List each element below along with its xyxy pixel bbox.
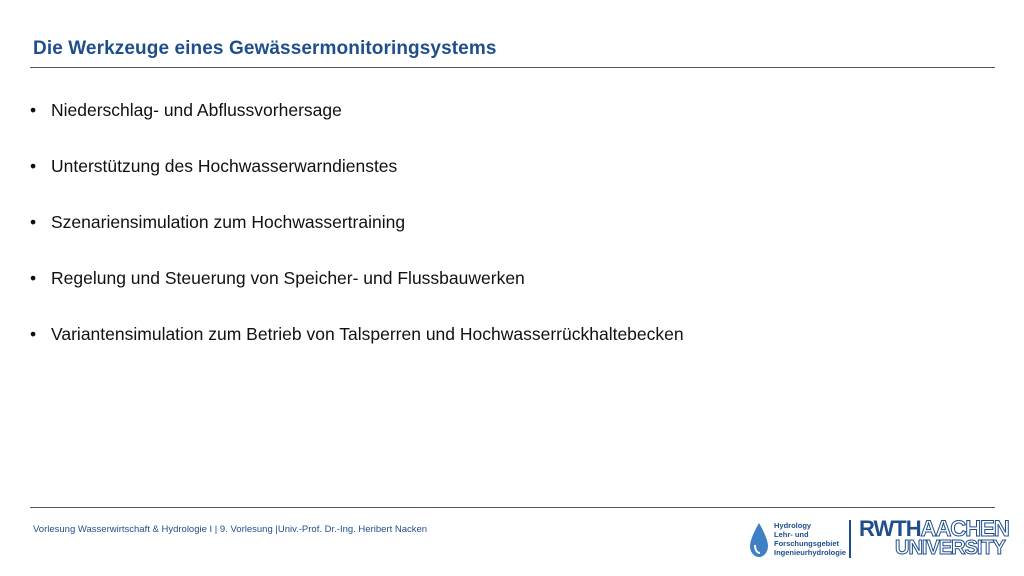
rwth-logo xyxy=(859,516,1009,562)
hydrology-logo-line: Forschungsgebiet xyxy=(774,539,840,548)
hydrology-logo-line: Ingenieurhydrologie xyxy=(774,548,847,557)
university-wordmark: UNIVERSITY xyxy=(895,537,1006,559)
bullet-text: Variantensimulation zum Betrieb von Talsperren und Hochwasserrückhaltebecken xyxy=(51,324,684,344)
bullet-icon: • xyxy=(30,156,37,176)
hydrology-logo-line: Lehr- und xyxy=(774,530,809,539)
bullet-text: Regelung und Steuerung von Speicher- und Flussbauwerken xyxy=(51,268,525,288)
bullet-text: Unterstützung des Hochwasserwarndienstes xyxy=(51,156,398,176)
hydrology-logo-text xyxy=(774,521,846,557)
title-divider xyxy=(30,67,995,68)
bullet-icon: • xyxy=(30,100,37,120)
logo-divider xyxy=(849,520,851,558)
bullet-text: Niederschlag- und Abflussvorhersage xyxy=(51,100,342,120)
hydrology-logo xyxy=(748,520,847,560)
bullet-icon: • xyxy=(30,212,37,232)
footer-text: Vorlesung Wasserwirtschaft & Hydrologie I | 9. Vorlesung |Univ.-Prof. Dr.-Ing. Heribert Nacken xyxy=(33,524,428,535)
rwth-wordmark: RWTH xyxy=(859,516,921,541)
footer-divider xyxy=(30,507,995,508)
aachen-wordmark: AACHEN xyxy=(920,516,1009,541)
bullet-text: Szenariensimulation zum Hochwassertraining xyxy=(51,212,406,232)
bullet-icon: • xyxy=(30,324,37,344)
water-drop-icon xyxy=(748,522,770,558)
slide-title: Die Werkzeuge eines Gewässermonitoringsystems xyxy=(33,38,497,59)
bullet-icon: • xyxy=(30,268,37,288)
hydrology-logo-line: Hydrology xyxy=(774,521,812,530)
